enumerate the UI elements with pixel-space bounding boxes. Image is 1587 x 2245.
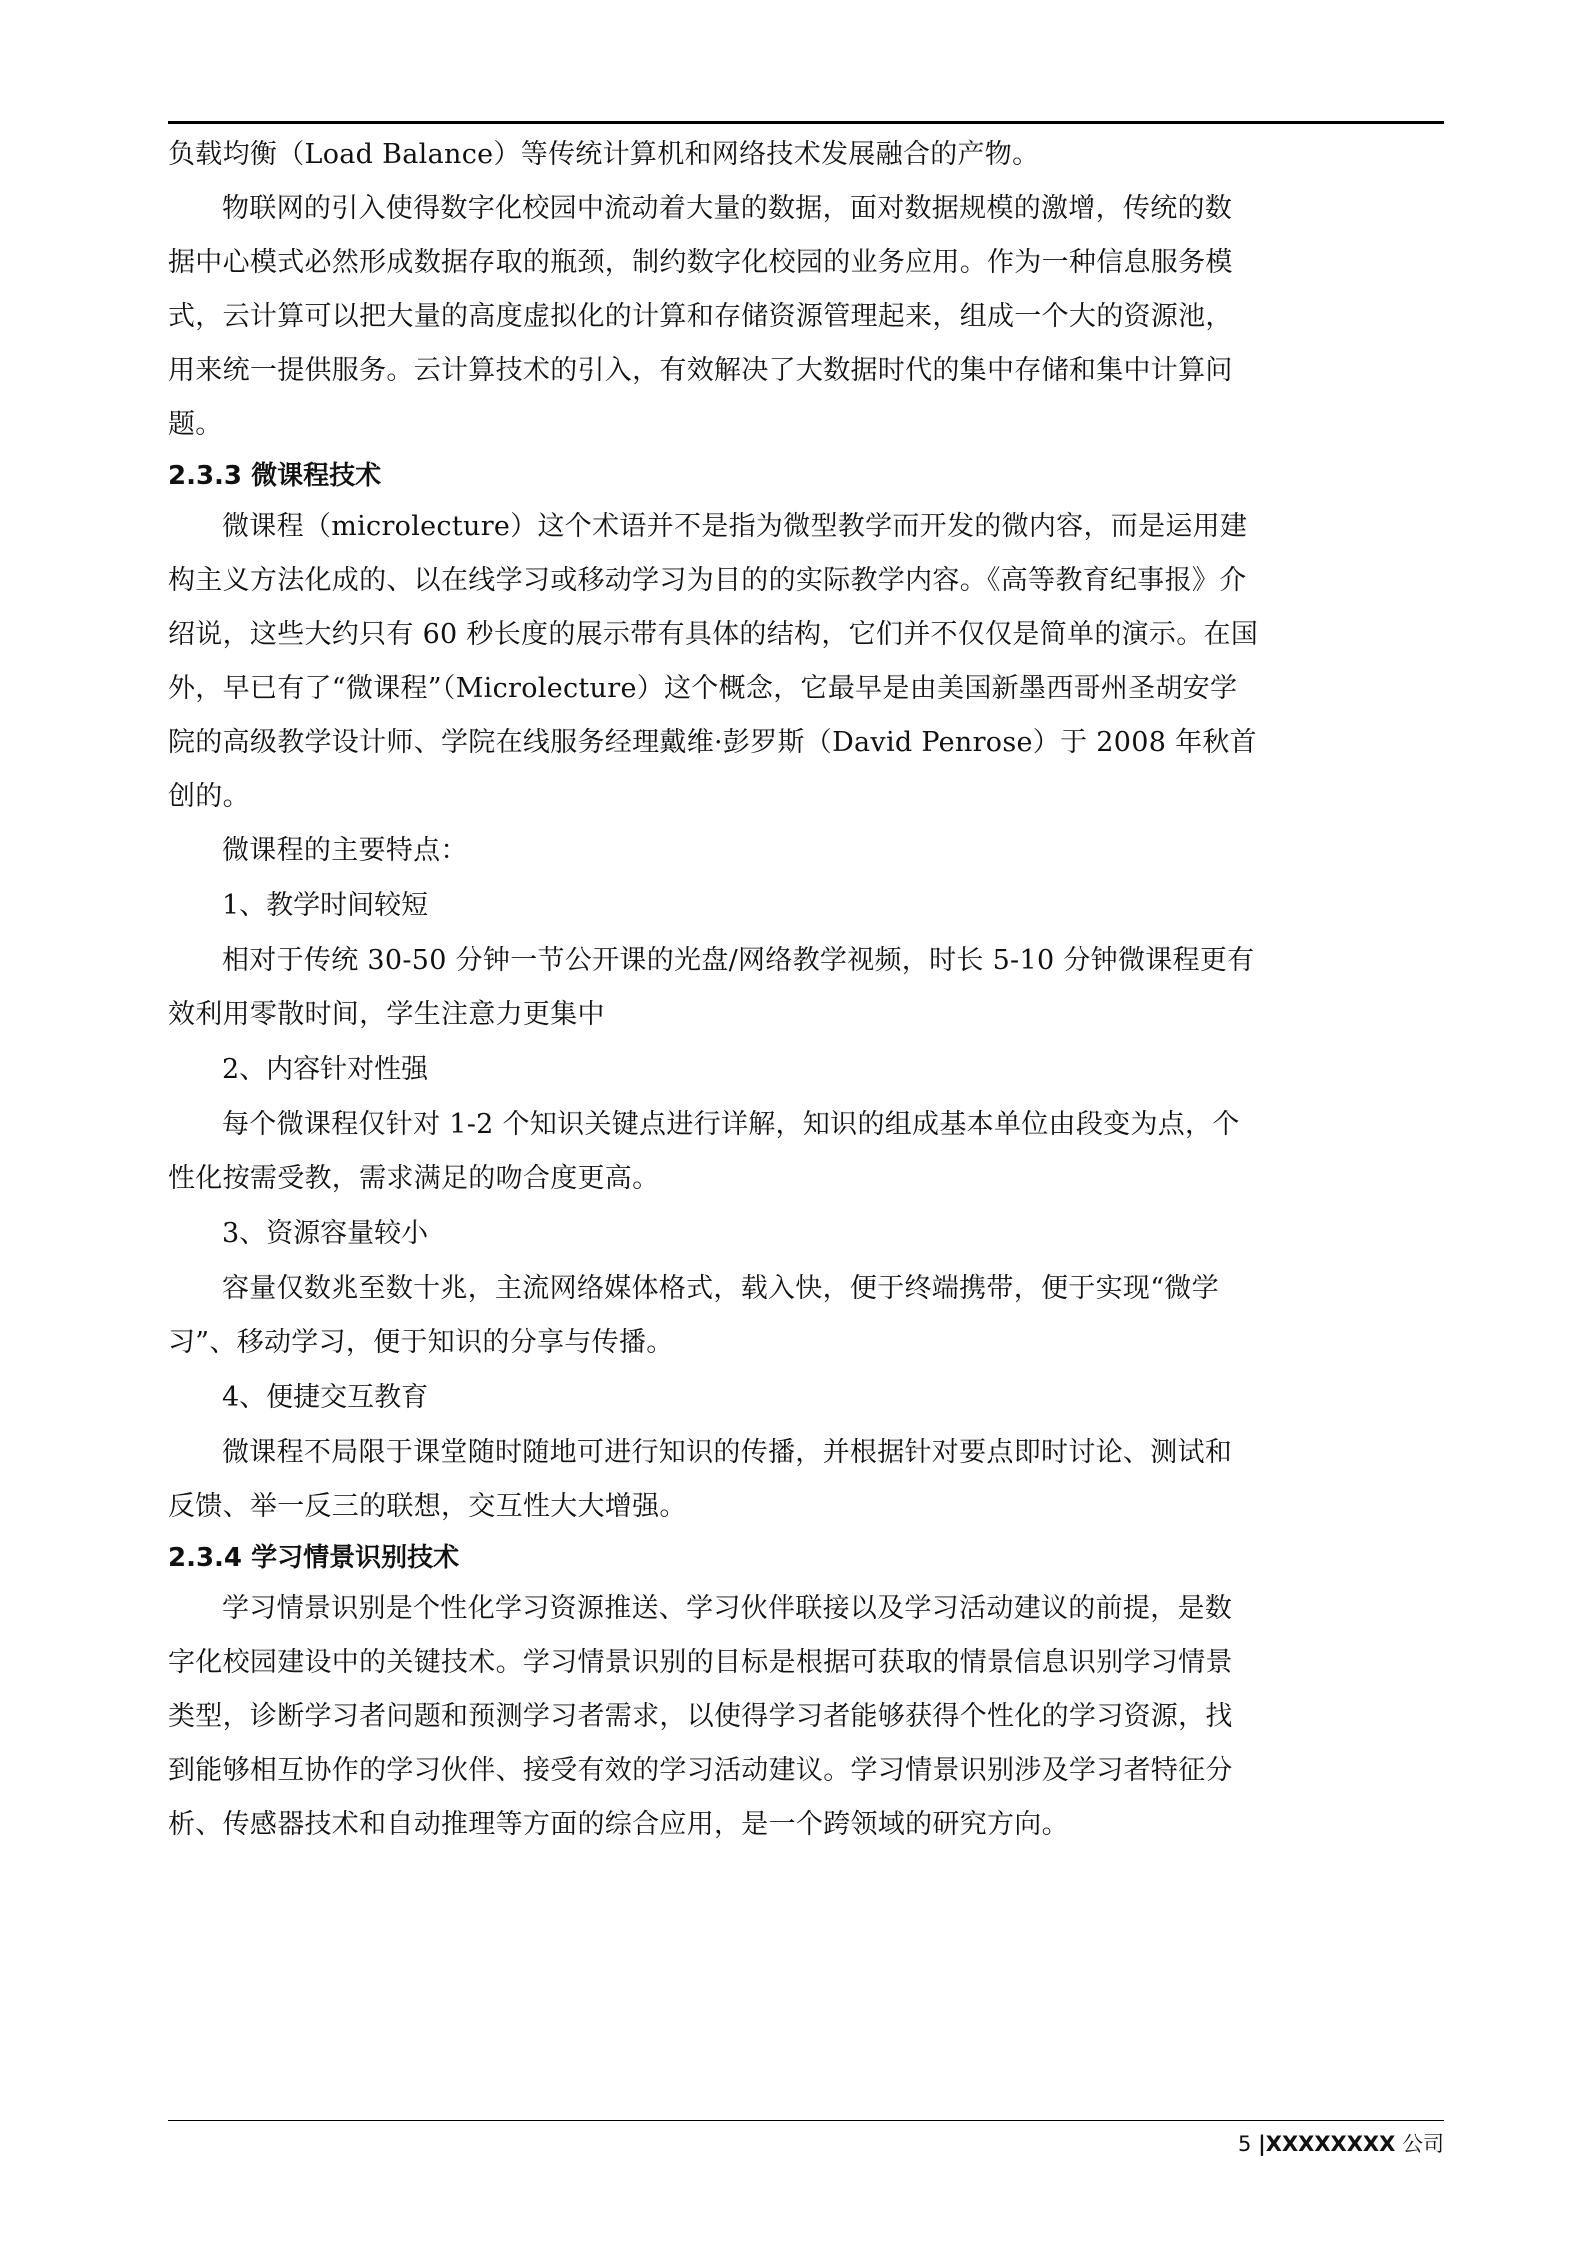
text-line: 院的高级教学设计师、学院在线服务经理戴维·彭罗斯（David Penrose）于 2008 年秋首 <box>168 727 1257 758</box>
header-rule <box>168 121 1444 124</box>
text-line: 每个微课程仅针对 1-2 个知识关键点进行详解，知识的组成基本单位由段变为点，个 <box>222 1109 1240 1140</box>
paragraph-context-recognition <box>168 1582 1444 1852</box>
text-line: 微课程不局限于课堂随时随地可进行知识的传播，并根据针对要点即时讨论、测试和 <box>222 1437 1233 1468</box>
page-number: 5 <box>1238 2132 1252 2156</box>
text-line: 到能够相互协作的学习伙伴、接受有效的学习活动建议。学习情景识别涉及学习者特征分 <box>168 1755 1233 1786</box>
text-line: 构主义方法化成的、以在线学习或移动学习为目的的实际教学内容。《高等教育纪事报》介 <box>168 565 1247 596</box>
text-line: 反馈、举一反三的联想，交互性大大增强。 <box>168 1491 687 1522</box>
footer-separator: | <box>1258 2132 1266 2156</box>
text-line: 创的。 <box>168 781 250 812</box>
text-line: 类型，诊断学习者问题和预测学习者需求，以使得学习者能够获得个性化的学习资源，找 <box>168 1701 1233 1732</box>
feature-title: 2、内容针对性强 <box>222 1054 429 1085</box>
text-line: 相对于传统 30-50 分钟一节公开课的光盘/网络教学视频，时长 5-10 分钟微课程更有 <box>222 945 1255 976</box>
text-line: 用来统一提供服务。云计算技术的引入，有效解决了大数据时代的集中存储和集中计算问 <box>168 355 1233 386</box>
text-line: 物联网的引入使得数字化校园中流动着大量的数据，面对数据规模的激增，传统的数 <box>222 193 1233 224</box>
text-line: 字化校园建设中的关键技术。学习情景识别的目标是根据可获取的情景信息识别学习情景 <box>168 1647 1233 1678</box>
feature-title: 3、资源容量较小 <box>222 1218 429 1249</box>
feature-2 <box>168 1042 1444 1206</box>
feature-4 <box>168 1370 1444 1534</box>
text-line: 式，云计算可以把大量的高度虚拟化的计算和存储资源管理起来，组成一个大的资源池， <box>168 301 1233 332</box>
text-line: 绍说，这些大约只有 60 秒长度的展示带有具体的结构，它们并不仅仅是简单的演示。在国 <box>168 619 1259 650</box>
text-line: 学习情景识别是个性化学习资源推送、学习伙伴联接以及学习活动建议的前提，是数 <box>222 1593 1233 1624</box>
feature-title: 1、教学时间较短 <box>222 890 429 921</box>
text-line: 外，早已有了“微课程”（Microlecture）这个概念，它最早是由美国新墨西哥州圣胡安学 <box>168 673 1238 704</box>
section-heading-2-3-3: 2.3.3 微课程技术 <box>168 461 382 491</box>
feature-title: 4、便捷交互教育 <box>222 1382 429 1413</box>
paragraph-iot <box>168 182 1444 452</box>
footer-rule <box>168 2120 1444 2121</box>
text-line: 性化按需受教，需求满足的吻合度更高。 <box>168 1163 660 1194</box>
text-line: 效利用零散时间，学生注意力更集中 <box>168 999 605 1030</box>
company-suffix: 公司 <box>1402 2132 1444 2156</box>
section-heading-2-3-4: 2.3.4 学习情景识别技术 <box>168 1543 460 1573</box>
page-footer <box>1238 2128 1444 2158</box>
text-line: 微课程（microlecture）这个术语并不是指为微型教学而开发的微内容，而是运用建 <box>222 511 1248 542</box>
text-line: 析、传感器技术和自动推理等方面的综合应用，是一个跨领域的研究方向。 <box>168 1809 1069 1840</box>
text-line: 习”、移动学习，便于知识的分享与传播。 <box>168 1327 674 1358</box>
text-line: 据中心模式必然形成数据存取的瓶颈，制约数字化校园的业务应用。作为一种信息服务模 <box>168 247 1233 278</box>
paragraph-microlecture-intro <box>168 500 1444 824</box>
text-line: 题。 <box>168 409 223 440</box>
feature-1 <box>168 878 1444 1042</box>
text-line: 容量仅数兆至数十兆，主流网络媒体格式，载入快，便于终端携带，便于实现“微学 <box>222 1273 1219 1304</box>
features-intro: 微课程的主要特点： <box>222 835 468 866</box>
feature-3 <box>168 1206 1444 1370</box>
company-name: XXXXXXXX <box>1265 2132 1396 2156</box>
continuation-line: 负载均衡（Load Balance）等传统计算机和网络技术发展融合的产物。 <box>168 139 1040 170</box>
page-body <box>168 128 1444 1852</box>
